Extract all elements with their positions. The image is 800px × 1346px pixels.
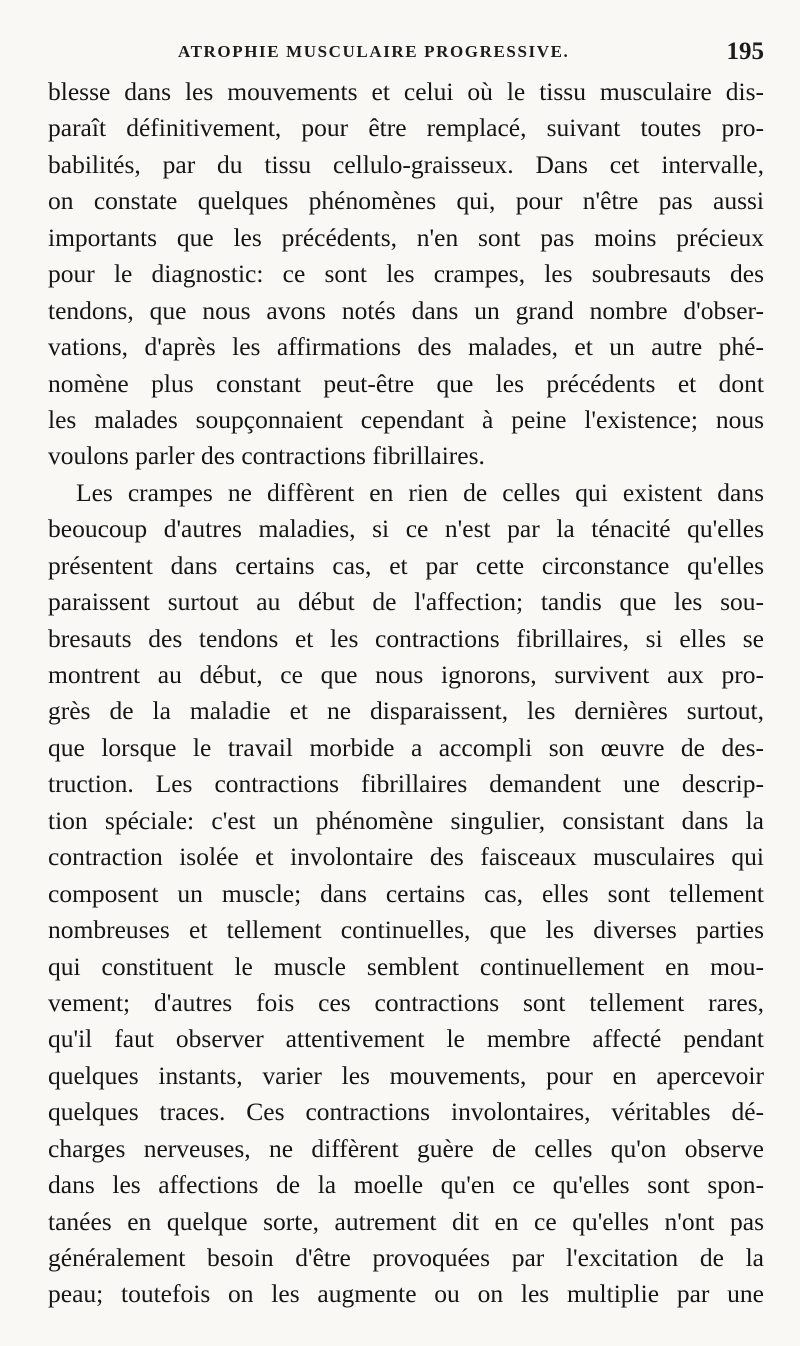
text-line: présentent dans certains cas, et par cette circonstance qu'elles: [48, 550, 764, 580]
text-line: importants que les précédents, n'en sont pas moins précieux: [48, 222, 764, 252]
body-text: [48, 74, 764, 1313]
text-line: que lorsque le travail morbide a accompli son œuvre de des-: [48, 732, 764, 762]
text-line: vement; d'autres fois ces contractions sont tellement rares,: [48, 987, 764, 1017]
running-title: ATROPHIE MUSCULAIRE PROGRESSIVE.: [178, 42, 570, 61]
text-line: beoucoup d'autres maladies, si ce n'est par la ténacité qu'elles: [48, 514, 764, 544]
text-line: généralement besoin d'être provoquées par l'excitation de la: [48, 1243, 764, 1272]
text-line: babilités, par du tissu cellulo-graisseux. Dans cet intervalle,: [48, 149, 764, 179]
text-line: charges nerveuses, ne diffèrent guère de celles qu'on observe: [48, 1133, 764, 1163]
text-line: contraction isolée et involontaire des faisceaux musculaires qui: [48, 842, 764, 872]
running-header: [48, 38, 768, 68]
text-line: tendons, que nous avons notés dans un grand nombre d'obser-: [48, 295, 764, 325]
text-line: composent un muscle; dans certains cas, elles sont tellement: [48, 878, 764, 908]
text-line: grès de la maladie et ne disparaissent, les dernières surtout,: [48, 696, 764, 726]
text-line: nomène plus constant peut-être que les précédents et dont: [48, 368, 764, 398]
text-line: paraissent surtout au début de l'affection; tandis que les sou-: [48, 587, 764, 617]
text-line: Les crampes ne diffèrent en rien de celles qui existent dans: [76, 477, 764, 507]
text-line: paraît définitivement, pour être remplacé, suivant toutes pro-: [48, 113, 764, 143]
text-line: vations, d'après les affirmations des malades, et un autre phé-: [48, 332, 764, 362]
text-line: les malades soupçonnaient cependant à peine l'existence; nous: [48, 404, 764, 434]
text-line: blesse dans les mouvements et celui où le tissu musculaire dis-: [48, 77, 764, 106]
text-line: quelques traces. Ces contractions involontaires, véritables dé-: [48, 1097, 764, 1127]
text-line: tion spéciale: c'est un phénomène singulier, consistant dans la: [48, 805, 764, 835]
text-line: nombreuses et tellement continuelles, que les diverses parties: [48, 915, 764, 945]
text-line: qu'il faut observer attentivement le membre affecté pendant: [48, 1024, 764, 1054]
page-number: 195: [726, 38, 764, 65]
text-line: truction. Les contractions fibrillaires demandent une descrip-: [48, 769, 764, 799]
text-line: dans les affections de la moelle qu'en ce qu'elles sont spon-: [48, 1170, 764, 1200]
text-line: on constate quelques phénomènes qui, pour n'être pas aussi: [48, 186, 764, 216]
text-line: peau; toutefois on les augmente ou on les multiplie par une: [48, 1279, 764, 1309]
text-line: tanées en quelque sorte, autrement dit en ce qu'elles n'ont pas: [48, 1206, 764, 1236]
text-line: qui constituent le muscle semblent continuellement en mou-: [48, 951, 764, 981]
text-line: montrent au début, ce que nous ignorons, survivent aux pro-: [48, 660, 764, 689]
text-line: pour le diagnostic: ce sont les crampes, les soubresauts des: [48, 259, 764, 289]
text-line: voulons parler des contractions fibrillaires.: [48, 441, 485, 471]
text-line: quelques instants, varier les mouvements, pour en apercevoir: [48, 1060, 764, 1090]
text-line: bresauts des tendons et les contractions fibrillaires, si elles se: [48, 623, 764, 653]
